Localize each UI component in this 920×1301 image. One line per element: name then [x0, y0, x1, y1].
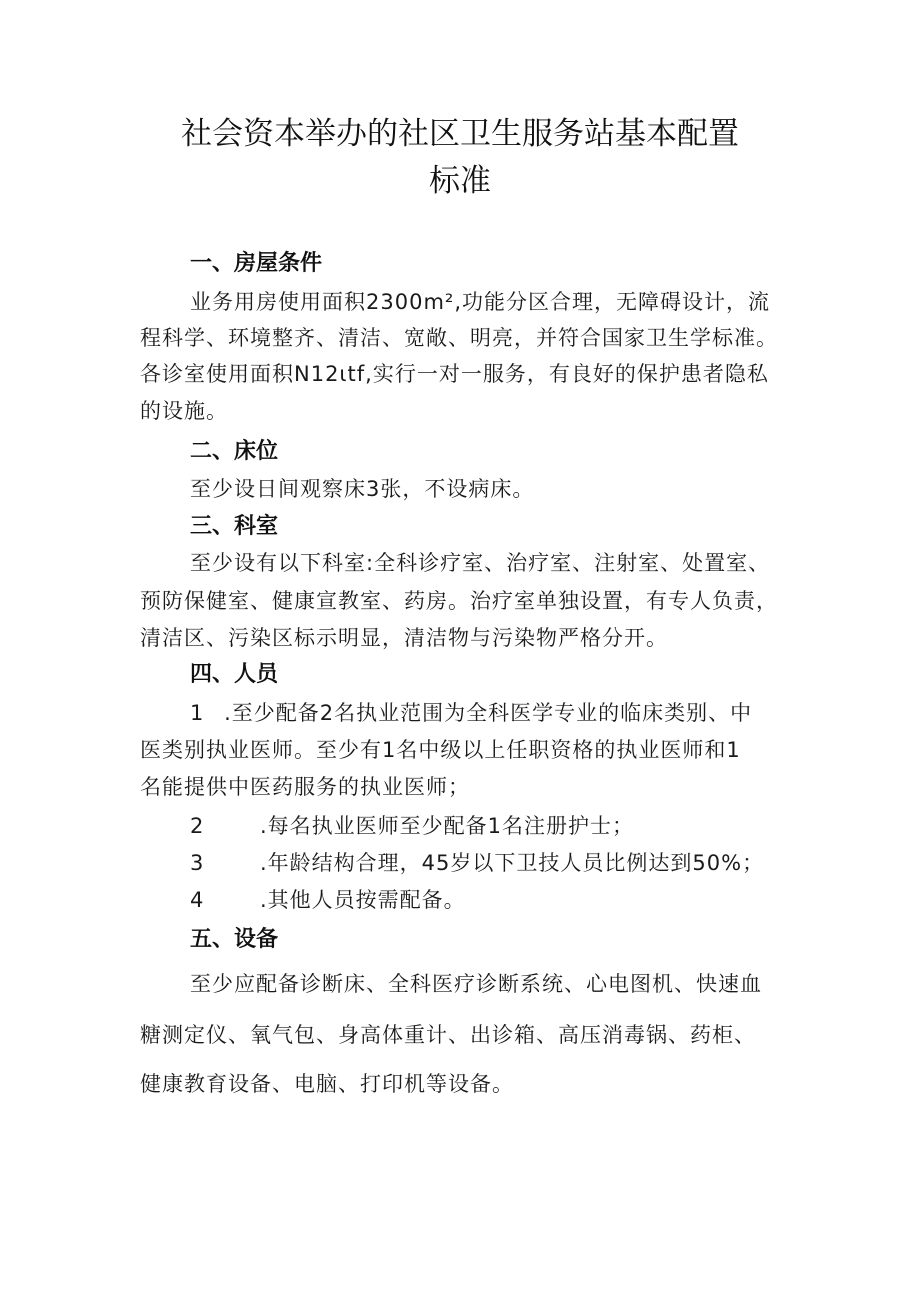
- departments-line-3: 清洁区、污染区标示明显，清洁物与污染物严格分开。: [140, 626, 668, 650]
- section-heading-beds: 二、床位: [190, 439, 279, 464]
- staff-item2: [190, 810, 634, 840]
- housing-line-4: 的设施。: [140, 399, 228, 423]
- equipment-line-3: 健康教育设备、电脑、打印机等设备。: [140, 1072, 514, 1096]
- staff-item1-line-3: 名能提供中医药服务的执业医师；: [140, 775, 470, 799]
- staff-item2-number: 2: [190, 814, 205, 838]
- staff-item4: [190, 884, 466, 914]
- staff-item1-line-1: [190, 697, 752, 727]
- departments-line-1: 至少设有以下科室:全科诊疗室、治疗室、注射室、处置室、: [190, 551, 771, 575]
- document-title-line2: 标准: [429, 163, 491, 199]
- staff-item4-number: 4: [190, 888, 205, 912]
- housing-line-1: 业务用房使用面积2300m²,功能分区合理，无障碍设计，流: [190, 290, 770, 314]
- staff-item3-number: 3: [190, 851, 205, 875]
- staff-item4-text: .其他人员按需配备。: [260, 888, 466, 912]
- equipment-line-2: 糖测定仪、氧气包、身高体重计、出诊箱、高压消毒锅、药柜、: [140, 1023, 756, 1047]
- section-heading-departments: 三、科室: [190, 514, 279, 539]
- section-heading-equipment: 五、设备: [190, 927, 279, 952]
- section-heading-staff: 四、人员: [190, 662, 279, 687]
- housing-line-2: 程科学、环境整齐、清洁、宽敞、明亮，并符合国家卫生学标准。: [140, 326, 778, 350]
- housing-line-3: 各诊室使用面积N12ιtf,实行一对一服务，有良好的保护患者隐私: [140, 362, 769, 386]
- departments-line-2: 预防保健室、健康宣教室、药房。治疗室单独设置，有专人负责，: [140, 589, 778, 613]
- section-heading-housing: 一、房屋条件: [190, 251, 323, 276]
- staff-item3-text: .年龄结构合理，45岁以下卫技人员比例达到50%；: [260, 851, 765, 875]
- staff-item1-line-2: 医类别执业医师。至少有1名中级以上任职资格的执业医师和1: [140, 738, 741, 762]
- staff-item1-number: 1: [190, 701, 205, 725]
- document-title-line1: 社会资本举办的社区卫生服务站基本配置: [181, 116, 739, 152]
- staff-item2-text: .每名执业医师至少配备1名注册护士；: [260, 814, 635, 838]
- beds-line-1: 至少设日间观察床3张，不设病床。: [190, 477, 535, 501]
- staff-item3: [190, 847, 764, 877]
- equipment-line-1: 至少应配备诊断床、全科医疗诊断系统、心电图机、快速血: [190, 972, 762, 996]
- staff-item1-text-1: .至少配备2名执业范围为全科医学专业的临床类别、中: [224, 701, 753, 725]
